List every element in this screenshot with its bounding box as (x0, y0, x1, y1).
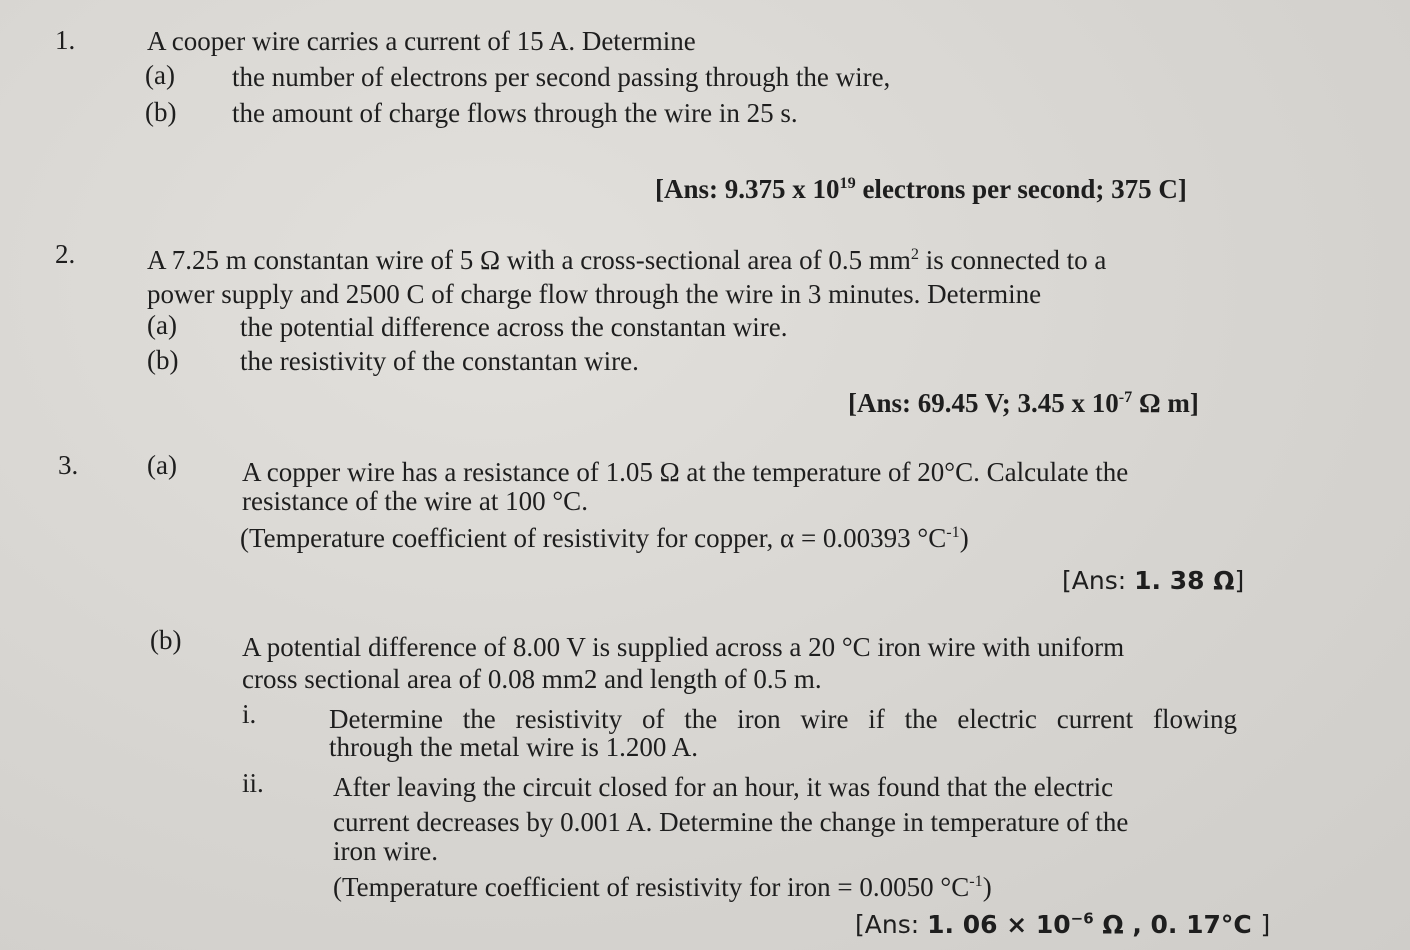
answer-value: 1. 06 × 10 (927, 910, 1071, 939)
question-3b-i-label: i. (242, 699, 257, 729)
answer-text: electrons per second; 375 C] (855, 174, 1187, 204)
question-3a-line-2: resistance of the wire at 100 °C. (242, 486, 588, 516)
answer-text: ] (1234, 566, 1245, 595)
coefficient-text: (Temperature coefficient of resistivity for iron = 0.0050 °C (333, 872, 970, 902)
question-3b-i-line-2: through the metal wire is 1.200 A. (329, 732, 698, 762)
coefficient-exponent: -1 (969, 872, 983, 890)
answer-text: ] (1260, 910, 1271, 939)
question-2-answer (848, 387, 1199, 419)
question-3b-i-line-1: Determine the resistivity of the iron wire if the electric current flowing (329, 704, 1237, 734)
coefficient-text: ) (959, 523, 969, 553)
question-1b-text: the amount of charge flows through the wire in 25 s. (232, 98, 798, 128)
question-1-answer (655, 173, 1187, 205)
answer-text: Ω m] (1132, 388, 1199, 418)
stem-text: A 7.25 m constantan wire of 5 Ω with a cross-sectional area of 0.5 mm (147, 245, 911, 275)
question-3b-answer (855, 909, 1270, 941)
answer-value: 1. 38 Ω (1134, 566, 1235, 595)
question-2-number: 2. (55, 239, 76, 269)
question-2b-label: (b) (147, 345, 179, 375)
question-3b-line-1: A potential difference of 8.00 V is supplied across a 20 °C iron wire with uniform (242, 632, 1125, 662)
question-3b-line-2: cross sectional area of 0.08 mm2 and length of 0.5 m. (242, 664, 822, 694)
answer-exponent: 19 (839, 174, 856, 192)
coefficient-exponent: -1 (946, 523, 960, 541)
question-2-stem-line-2: power supply and 2500 C of charge flow through the wire in 3 minutes. Determine (147, 279, 1042, 309)
answer-text: [Ans: 69.45 V; 3.45 x 10 (848, 388, 1119, 418)
question-3b-ii-line-2: current decreases by 0.001 A. Determine the change in temperature of the (333, 807, 1129, 837)
question-3a-line-1: A copper wire has a resistance of 1.05 Ω at the temperature of 20°C. Calculate the (242, 457, 1129, 487)
answer-text: [Ans: (1062, 566, 1135, 595)
coefficient-text: ) (982, 872, 992, 902)
question-3b-ii-line-3: iron wire. (333, 836, 438, 866)
answer-text: [Ans: (855, 910, 928, 939)
question-1b-label: (b) (145, 97, 177, 127)
question-3b-ii-line-4 (333, 871, 992, 903)
question-3b-ii-label: ii. (242, 768, 264, 798)
question-2a-label: (a) (147, 310, 177, 340)
answer-exponent: −6 (1070, 909, 1094, 928)
question-1a-label: (a) (145, 60, 175, 90)
question-2-stem-line-1 (147, 244, 1106, 276)
question-2b-text: the resistivity of the constantan wire. (240, 346, 639, 376)
question-3b-label: (b) (150, 625, 182, 655)
answer-text: [Ans: 9.375 x 10 (655, 174, 840, 204)
question-1-stem: A cooper wire carries a current of 15 A. Determine (147, 26, 696, 56)
question-1a-text: the number of electrons per second passing through the wire, (232, 62, 891, 92)
stem-text: is connected to a (918, 245, 1107, 275)
question-2a-text: the potential difference across the constantan wire. (240, 312, 788, 342)
answer-value: Ω , 0. 17°C (1093, 910, 1261, 939)
stem-exponent: 2 (910, 245, 919, 263)
answer-exponent: -7 (1118, 388, 1133, 406)
question-3-number: 3. (58, 450, 79, 480)
question-3a-answer (1062, 565, 1244, 597)
coefficient-text: (Temperature coefficient of resistivity for copper, α = 0.00393 °C (240, 523, 947, 553)
question-1-number: 1. (55, 25, 76, 55)
question-3a-line-3 (240, 522, 969, 554)
question-3a-label: (a) (147, 450, 177, 480)
question-3b-ii-line-1: After leaving the circuit closed for an hour, it was found that the electric (333, 772, 1114, 802)
